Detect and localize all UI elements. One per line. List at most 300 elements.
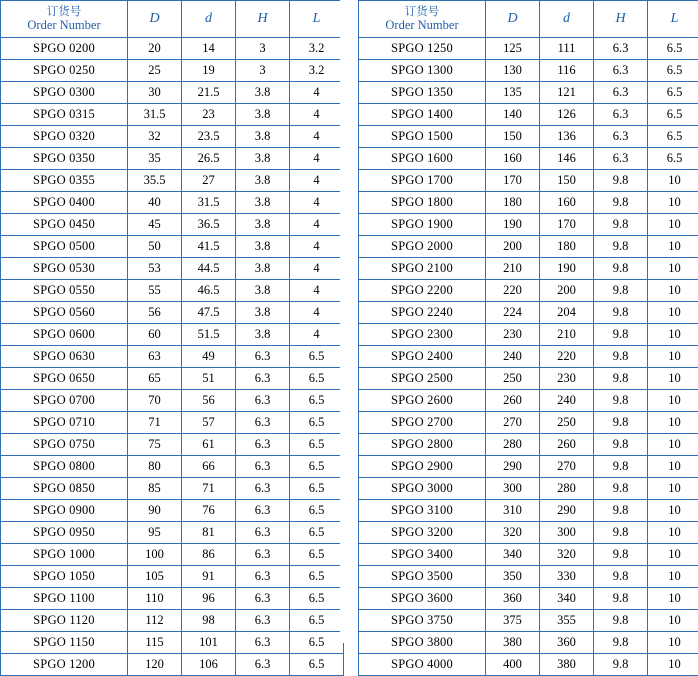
cell-l: 10 — [648, 654, 698, 676]
cell-l: 3.2 — [290, 60, 344, 82]
cell-l: 6.5 — [290, 522, 344, 544]
table-row — [359, 82, 698, 104]
cell-d-minor: 27 — [182, 170, 236, 192]
table-row — [359, 148, 698, 170]
cell-h: 6.3 — [236, 588, 290, 610]
cell-d-minor: 204 — [540, 302, 594, 324]
cell-d-major: 320 — [486, 522, 540, 544]
cell-order-number: SPGO 0800 — [1, 456, 128, 478]
table-row — [1, 456, 344, 478]
cell-order-number: SPGO 0500 — [1, 236, 128, 258]
cell-d-major: 150 — [486, 126, 540, 148]
table-row — [1, 236, 344, 258]
cell-d-major: 80 — [128, 456, 182, 478]
cell-d-major: 140 — [486, 104, 540, 126]
cell-d-major: 340 — [486, 544, 540, 566]
cell-l: 10 — [648, 280, 698, 302]
cell-order-number: SPGO 0315 — [1, 104, 128, 126]
cell-h: 3.8 — [236, 214, 290, 236]
cell-l: 6.5 — [648, 38, 698, 60]
cell-l: 10 — [648, 302, 698, 324]
cell-l: 3.2 — [290, 38, 344, 60]
cell-order-number: SPGO 1800 — [359, 192, 486, 214]
cell-order-number: SPGO 0850 — [1, 478, 128, 500]
cell-order-number: SPGO 0400 — [1, 192, 128, 214]
cell-d-major: 105 — [128, 566, 182, 588]
cell-l: 10 — [648, 500, 698, 522]
cell-d-major: 375 — [486, 610, 540, 632]
cell-d-minor: 320 — [540, 544, 594, 566]
column-header-d-major-label: D — [149, 11, 159, 26]
cell-d-minor: 19 — [182, 60, 236, 82]
cell-d-minor: 146 — [540, 148, 594, 170]
cell-d-major: 180 — [486, 192, 540, 214]
cell-d-minor: 21.5 — [182, 82, 236, 104]
cell-l: 10 — [648, 566, 698, 588]
cell-h: 3.8 — [236, 82, 290, 104]
cell-order-number: SPGO 2400 — [359, 346, 486, 368]
cell-h: 6.3 — [236, 654, 290, 676]
cell-d-major: 280 — [486, 434, 540, 456]
cell-order-number: SPGO 2100 — [359, 258, 486, 280]
cell-h: 9.8 — [594, 566, 648, 588]
cell-d-major: 130 — [486, 60, 540, 82]
table-row — [359, 456, 698, 478]
cell-d-minor: 96 — [182, 588, 236, 610]
cell-h: 9.8 — [594, 280, 648, 302]
table-row — [1, 38, 344, 60]
cell-h: 9.8 — [594, 302, 648, 324]
cell-h: 3.8 — [236, 170, 290, 192]
cell-d-major: 70 — [128, 390, 182, 412]
cell-d-minor: 170 — [540, 214, 594, 236]
cell-d-minor: 101 — [182, 632, 236, 654]
cell-order-number: SPGO 1600 — [359, 148, 486, 170]
cell-d-major: 53 — [128, 258, 182, 280]
table-row — [1, 280, 344, 302]
cell-h: 9.8 — [594, 170, 648, 192]
cell-order-number: SPGO 1900 — [359, 214, 486, 236]
cell-d-minor: 270 — [540, 456, 594, 478]
cell-l: 6.5 — [290, 346, 344, 368]
table-row — [1, 478, 344, 500]
cell-h: 3.8 — [236, 258, 290, 280]
cell-l: 4 — [290, 302, 344, 324]
cell-l: 4 — [290, 324, 344, 346]
cell-order-number: SPGO 1120 — [1, 610, 128, 632]
cell-d-minor: 126 — [540, 104, 594, 126]
cell-d-minor: 14 — [182, 38, 236, 60]
cell-d-minor: 26.5 — [182, 148, 236, 170]
cell-h: 9.8 — [594, 632, 648, 654]
cell-order-number: SPGO 1700 — [359, 170, 486, 192]
table-head-left — [1, 1, 344, 38]
cell-order-number: SPGO 1100 — [1, 588, 128, 610]
cell-order-number: SPGO 0650 — [1, 368, 128, 390]
cell-d-major: 240 — [486, 346, 540, 368]
cell-order-number: SPGO 3750 — [359, 610, 486, 632]
table-row — [1, 346, 344, 368]
column-header-h-label: H — [615, 11, 625, 26]
cell-l: 10 — [648, 478, 698, 500]
cell-d-minor: 56 — [182, 390, 236, 412]
cell-d-major: 170 — [486, 170, 540, 192]
cell-l: 4 — [290, 82, 344, 104]
cell-d-minor: 41.5 — [182, 236, 236, 258]
cell-d-major: 56 — [128, 302, 182, 324]
table-row — [359, 500, 698, 522]
cell-h: 9.8 — [594, 236, 648, 258]
cell-l: 10 — [648, 368, 698, 390]
cell-order-number: SPGO 1150 — [1, 632, 128, 654]
cell-d-major: 85 — [128, 478, 182, 500]
cell-h: 3.8 — [236, 126, 290, 148]
cell-h: 6.3 — [236, 632, 290, 654]
cell-l: 4 — [290, 148, 344, 170]
cell-h: 9.8 — [594, 434, 648, 456]
column-header-d-major — [128, 1, 182, 38]
cell-l: 6.5 — [290, 610, 344, 632]
cell-d-minor: 66 — [182, 456, 236, 478]
cell-d-major: 290 — [486, 456, 540, 478]
table-row — [359, 104, 698, 126]
table-row — [359, 478, 698, 500]
cell-l: 10 — [648, 522, 698, 544]
cell-h: 9.8 — [594, 214, 648, 236]
cell-h: 6.3 — [594, 148, 648, 170]
header-row — [359, 1, 698, 38]
cell-d-major: 60 — [128, 324, 182, 346]
cell-d-major: 31.5 — [128, 104, 182, 126]
cell-l: 10 — [648, 258, 698, 280]
table-row — [359, 214, 698, 236]
cell-d-minor: 260 — [540, 434, 594, 456]
table-row — [1, 390, 344, 412]
cell-h: 3.8 — [236, 236, 290, 258]
spec-table-left — [0, 0, 344, 676]
cell-h: 3 — [236, 60, 290, 82]
table-row — [359, 324, 698, 346]
cell-h: 9.8 — [594, 412, 648, 434]
table-row — [359, 346, 698, 368]
cell-d-minor: 91 — [182, 566, 236, 588]
cell-order-number: SPGO 4000 — [359, 654, 486, 676]
cell-d-major: 190 — [486, 214, 540, 236]
cell-d-minor: 240 — [540, 390, 594, 412]
cell-d-minor: 71 — [182, 478, 236, 500]
cell-order-number: SPGO 2200 — [359, 280, 486, 302]
column-header-order-number — [1, 1, 128, 38]
cell-l: 6.5 — [290, 456, 344, 478]
table-row — [359, 170, 698, 192]
cell-order-number: SPGO 3200 — [359, 522, 486, 544]
cell-h: 9.8 — [594, 588, 648, 610]
cell-d-major: 120 — [128, 654, 182, 676]
table-row — [359, 60, 698, 82]
cell-h: 9.8 — [594, 610, 648, 632]
cell-d-major: 380 — [486, 632, 540, 654]
cell-l: 6.5 — [648, 60, 698, 82]
cell-d-major: 224 — [486, 302, 540, 324]
cell-d-minor: 220 — [540, 346, 594, 368]
cell-h: 6.3 — [236, 368, 290, 390]
cell-d-minor: 136 — [540, 126, 594, 148]
cell-h: 3.8 — [236, 104, 290, 126]
table-row — [359, 412, 698, 434]
table-row — [359, 610, 698, 632]
cell-d-major: 260 — [486, 390, 540, 412]
cell-order-number: SPGO 2800 — [359, 434, 486, 456]
cell-h: 3.8 — [236, 302, 290, 324]
cell-l: 6.5 — [290, 544, 344, 566]
cell-d-major: 90 — [128, 500, 182, 522]
cell-d-major: 20 — [128, 38, 182, 60]
cell-l: 4 — [290, 236, 344, 258]
table-row — [1, 126, 344, 148]
cell-h: 9.8 — [594, 478, 648, 500]
cell-l: 6.5 — [290, 566, 344, 588]
cell-order-number: SPGO 1400 — [359, 104, 486, 126]
cell-h: 9.8 — [594, 324, 648, 346]
table-row — [359, 654, 698, 676]
table-row — [359, 368, 698, 390]
cell-d-minor: 290 — [540, 500, 594, 522]
cell-order-number: SPGO 0250 — [1, 60, 128, 82]
cell-l: 4 — [290, 192, 344, 214]
column-header-order-number — [359, 1, 486, 38]
table-body-left — [1, 38, 344, 676]
cell-h: 6.3 — [236, 566, 290, 588]
cell-d-major: 55 — [128, 280, 182, 302]
table-row — [359, 302, 698, 324]
table-row — [1, 522, 344, 544]
cell-h: 6.3 — [594, 82, 648, 104]
table-row — [1, 544, 344, 566]
cell-d-major: 40 — [128, 192, 182, 214]
cell-d-major: 100 — [128, 544, 182, 566]
cell-d-major: 210 — [486, 258, 540, 280]
table-row — [359, 544, 698, 566]
cell-d-major: 350 — [486, 566, 540, 588]
cell-l: 10 — [648, 588, 698, 610]
cell-d-minor: 160 — [540, 192, 594, 214]
cell-d-major: 230 — [486, 324, 540, 346]
cell-l: 4 — [290, 126, 344, 148]
cell-order-number: SPGO 0630 — [1, 346, 128, 368]
table-row — [359, 236, 698, 258]
cell-order-number: SPGO 0355 — [1, 170, 128, 192]
cell-order-number: SPGO 3500 — [359, 566, 486, 588]
table-row — [359, 258, 698, 280]
cell-d-minor: 150 — [540, 170, 594, 192]
cell-order-number: SPGO 1250 — [359, 38, 486, 60]
column-header-h — [236, 1, 290, 38]
cell-d-major: 30 — [128, 82, 182, 104]
cell-l: 10 — [648, 324, 698, 346]
table-row — [1, 412, 344, 434]
cell-l: 6.5 — [648, 126, 698, 148]
cell-h: 3.8 — [236, 192, 290, 214]
cell-h: 3.8 — [236, 280, 290, 302]
cell-l: 4 — [290, 258, 344, 280]
cell-d-minor: 106 — [182, 654, 236, 676]
cell-l: 4 — [290, 104, 344, 126]
cell-order-number: SPGO 0600 — [1, 324, 128, 346]
cell-d-minor: 86 — [182, 544, 236, 566]
cell-l: 6.5 — [290, 654, 344, 676]
panel-gutter — [340, 0, 358, 643]
cell-l: 10 — [648, 214, 698, 236]
cell-h: 6.3 — [236, 456, 290, 478]
cell-h: 6.3 — [594, 60, 648, 82]
cell-order-number: SPGO 0900 — [1, 500, 128, 522]
cell-h: 6.3 — [594, 126, 648, 148]
table-row — [359, 192, 698, 214]
cell-d-minor: 46.5 — [182, 280, 236, 302]
cell-d-major: 135 — [486, 82, 540, 104]
table-row — [1, 258, 344, 280]
cell-d-major: 115 — [128, 632, 182, 654]
table-row — [359, 566, 698, 588]
cell-order-number: SPGO 1050 — [1, 566, 128, 588]
cell-d-minor: 116 — [540, 60, 594, 82]
table-row — [359, 38, 698, 60]
cell-d-major: 112 — [128, 610, 182, 632]
cell-l: 10 — [648, 632, 698, 654]
table-row — [1, 588, 344, 610]
cell-order-number: SPGO 3000 — [359, 478, 486, 500]
cell-order-number: SPGO 0950 — [1, 522, 128, 544]
cell-d-minor: 23 — [182, 104, 236, 126]
cell-order-number: SPGO 2600 — [359, 390, 486, 412]
cell-l: 6.5 — [290, 412, 344, 434]
table-row — [1, 214, 344, 236]
cell-d-major: 300 — [486, 478, 540, 500]
cell-order-number: SPGO 0200 — [1, 38, 128, 60]
cell-h: 6.3 — [594, 104, 648, 126]
cell-order-number: SPGO 0560 — [1, 302, 128, 324]
table-row — [359, 588, 698, 610]
cell-d-minor: 121 — [540, 82, 594, 104]
cell-d-minor: 355 — [540, 610, 594, 632]
spec-table-right — [358, 0, 698, 676]
cell-l: 6.5 — [290, 632, 344, 654]
cell-d-minor: 200 — [540, 280, 594, 302]
table-row — [1, 82, 344, 104]
column-header-d-major-label: D — [507, 11, 517, 26]
cell-d-minor: 81 — [182, 522, 236, 544]
cell-l: 10 — [648, 346, 698, 368]
cell-d-minor: 230 — [540, 368, 594, 390]
column-header-order-number-cn: 订货号 — [359, 4, 485, 18]
column-header-order-number-cn: 订货号 — [1, 4, 127, 18]
cell-h: 3 — [236, 38, 290, 60]
cell-order-number: SPGO 2000 — [359, 236, 486, 258]
cell-h: 6.3 — [236, 522, 290, 544]
table-row — [1, 368, 344, 390]
cell-d-major: 65 — [128, 368, 182, 390]
cell-d-minor: 36.5 — [182, 214, 236, 236]
cell-d-major: 63 — [128, 346, 182, 368]
cell-l: 6.5 — [290, 368, 344, 390]
cell-order-number: SPGO 3100 — [359, 500, 486, 522]
cell-l: 6.5 — [290, 390, 344, 412]
table-row — [1, 302, 344, 324]
cell-l: 4 — [290, 214, 344, 236]
column-header-l-label: L — [671, 11, 679, 26]
cell-order-number: SPGO 2240 — [359, 302, 486, 324]
cell-order-number: SPGO 3600 — [359, 588, 486, 610]
cell-h: 9.8 — [594, 456, 648, 478]
cell-l: 10 — [648, 610, 698, 632]
cell-d-minor: 23.5 — [182, 126, 236, 148]
cell-d-major: 400 — [486, 654, 540, 676]
column-header-order-number-en: Order Number — [1, 18, 127, 34]
column-header-d-minor-label: d — [205, 11, 212, 26]
cell-order-number: SPGO 1500 — [359, 126, 486, 148]
cell-order-number: SPGO 0450 — [1, 214, 128, 236]
table-row — [1, 60, 344, 82]
cell-l: 6.5 — [648, 104, 698, 126]
table-body-right — [359, 38, 698, 676]
cell-d-minor: 61 — [182, 434, 236, 456]
cell-order-number: SPGO 3800 — [359, 632, 486, 654]
cell-l: 6.5 — [648, 82, 698, 104]
cell-h: 9.8 — [594, 544, 648, 566]
table-row — [359, 280, 698, 302]
cell-d-major: 160 — [486, 148, 540, 170]
cell-d-major: 95 — [128, 522, 182, 544]
cell-d-major: 45 — [128, 214, 182, 236]
cell-d-major: 220 — [486, 280, 540, 302]
cell-d-minor: 340 — [540, 588, 594, 610]
cell-order-number: SPGO 1300 — [359, 60, 486, 82]
cell-d-minor: 44.5 — [182, 258, 236, 280]
table-row — [1, 610, 344, 632]
cell-h: 6.3 — [594, 38, 648, 60]
cell-order-number: SPGO 0300 — [1, 82, 128, 104]
cell-h: 6.3 — [236, 500, 290, 522]
cell-order-number: SPGO 3400 — [359, 544, 486, 566]
cell-l: 4 — [290, 280, 344, 302]
cell-l: 4 — [290, 170, 344, 192]
cell-d-major: 32 — [128, 126, 182, 148]
cell-d-minor: 300 — [540, 522, 594, 544]
cell-d-major: 310 — [486, 500, 540, 522]
cell-order-number: SPGO 0750 — [1, 434, 128, 456]
left-panel — [0, 0, 340, 643]
cell-d-major: 125 — [486, 38, 540, 60]
cell-order-number: SPGO 1200 — [1, 654, 128, 676]
column-header-d-minor — [182, 1, 236, 38]
cell-h: 9.8 — [594, 654, 648, 676]
table-head-right — [359, 1, 698, 38]
table-row — [359, 434, 698, 456]
cell-d-minor: 250 — [540, 412, 594, 434]
cell-h: 9.8 — [594, 192, 648, 214]
cell-h: 6.3 — [236, 412, 290, 434]
cell-l: 10 — [648, 236, 698, 258]
cell-h: 9.8 — [594, 500, 648, 522]
column-header-l-label: L — [313, 11, 321, 26]
cell-h: 9.8 — [594, 368, 648, 390]
right-panel — [358, 0, 698, 643]
cell-h: 3.8 — [236, 324, 290, 346]
cell-order-number: SPGO 1350 — [359, 82, 486, 104]
column-header-l — [648, 1, 698, 38]
cell-d-minor: 57 — [182, 412, 236, 434]
table-row — [1, 500, 344, 522]
